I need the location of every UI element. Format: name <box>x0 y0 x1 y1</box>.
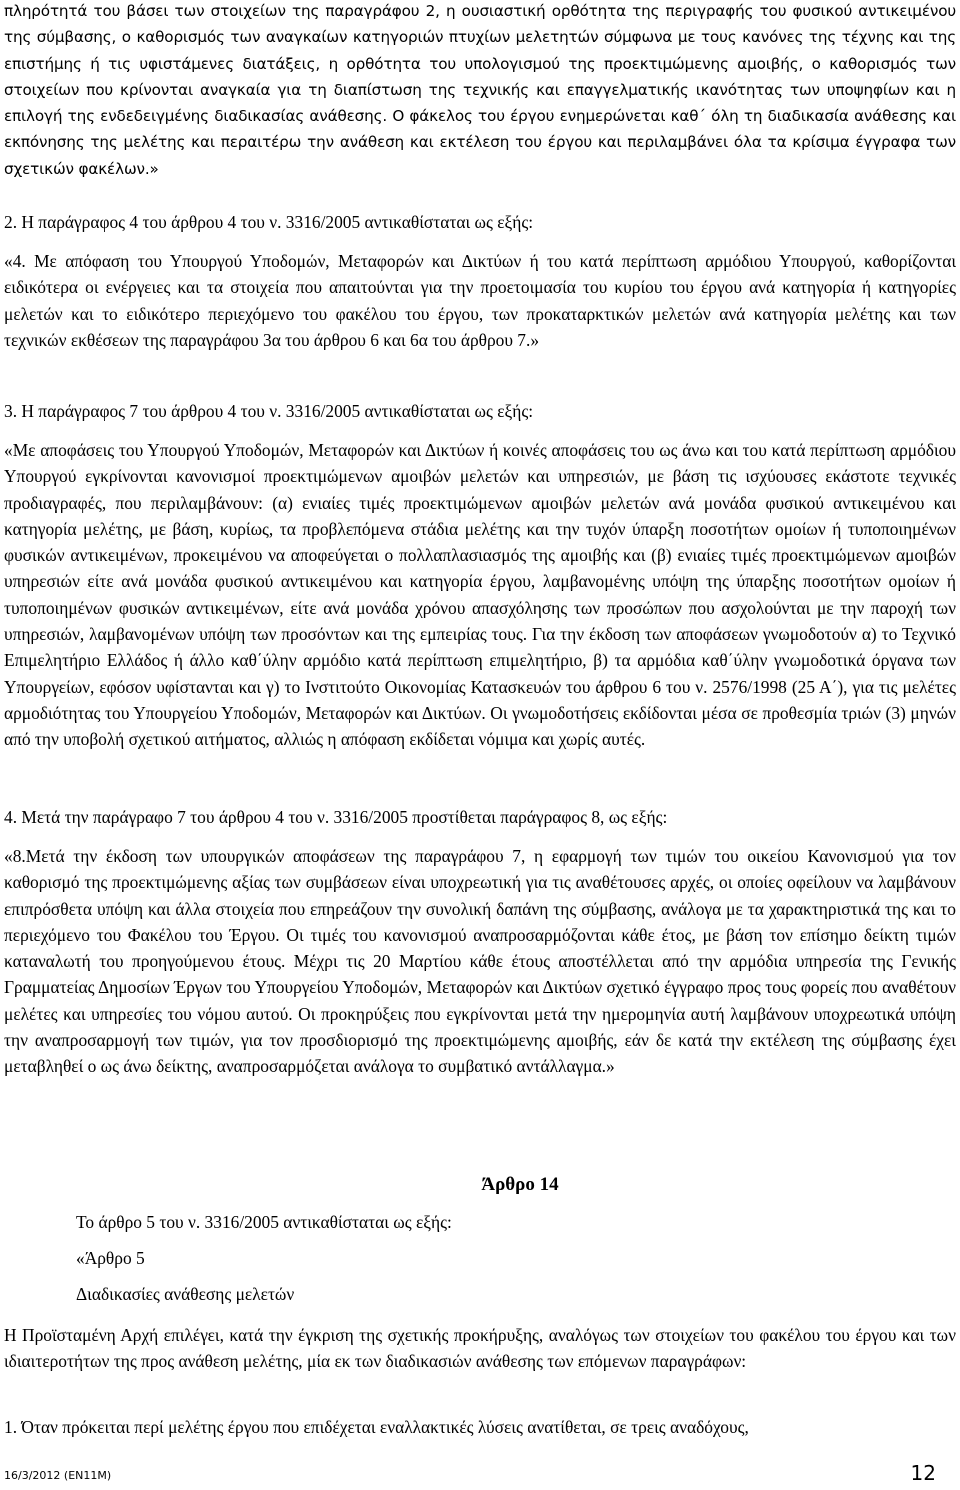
quoted-article-title: Διαδικασίες ανάθεσης μελετών <box>76 1284 295 1304</box>
quoted-article-number: «Άρθρο 5 <box>76 1248 145 1268</box>
item-2-title: 2. Η παράγραφος 4 του άρθρου 4 του ν. 3316/2005 αντικαθίσταται ως εξής: <box>4 212 534 232</box>
article-intro: Το άρθρο 5 του ν. 3316/2005 αντικαθίσταται ως εξής: <box>76 1212 452 1232</box>
article-heading: Άρθρο 14 <box>481 1174 559 1195</box>
item-2-text: «4. Με απόφαση του Υπουργού Υποδομών, Μεταφορών και Δικτύων ή του κατά περίπτωση αρμόδιου Υπουργού, καθορίζονται ειδικότερα οι ενέργειες και τα στοιχεία που απαιτούνται για την προετοιμασία του κυρίου του έργου ανά κατηγορία ή κατηγορίες μελετών και το ειδικότερο περιεχόμενο του φακέλου του έργου, των προκαταρκτικών μελετών ανά κατηγορία μελέτης και των τεχνικών εκθέσεων της παραγράφου 3α του άρθρου 6 και 6α του άρθρου 7.» <box>4 251 956 350</box>
item-4-title: 4. Μετά την παράγραφο 7 του άρθρου 4 του ν. 3316/2005 προστίθεται παράγραφος 8, ως εξής: <box>4 807 668 827</box>
item-4-text: «8.Μετά την έκδοση των υπουργικών αποφάσεων της παραγράφου 7, η εφαρμογή των τιμών του οικείου Κανονισμού για τον καθορισμό της προεκτιμώμενης αξίας των συμβάσεων είναι υποχρεωτική για τις αναθέτουσες αρχές, οι οποίες οφείλουν να λαμβάνουν επιπρόσθετα υπόψη και άλλα στοιχεία που επηρεάζουν την συνολική δαπάνη της σύμβασης, ανάλογα με τα χαρακτηριστικά της και το περιεχόμενο του Φακέλου του Έργου. Οι τιμές του κανονισμού αναπροσαρμόζονται κάθε έτος, με βάση τον επίσημο δείκτη τιμών καταναλωτή του προηγούμενου έτους. Μέχρι τις 20 Μαρτίου κάθε έτους αποστέλλεται από την αρμόδια υπηρεσία της Γενικής Γραμματείας Δημοσίων Έργων του Υπουργείου Υποδομών, Μεταφορών και Δικτύων σχετικό έγγραφο προς τους φορείς που αναθέτουν μελέτες και υπηρεσίες του νόμου αυτού. Οι προκηρύξεις που εγκρίνονται μετά την ημερομηνία αυτή λαμβάνουν υποχρεωτικά υπόψη την αναπροσαρμογή των τιμών, για τον προσδιορισμό της προεκτιμώμενης αμοιβής, εάν δε κατά την εκτέλεση της σύμβασης έχει μεταβληθεί ο ως άνω δείκτης, αναπροσαρμόζεται ανάλογα το συμβατικό αντάλλαγμα.» <box>4 846 956 1077</box>
footer-date-code: 16/3/2012 (EN11M) <box>4 1469 112 1482</box>
article-paragraph: Η Προϊσταμένη Αρχή επιλέγει, κατά την έγκριση της σχετικής προκήρυξης, αναλόγως των στοιχείων του φακέλου του έργου και των ιδιαιτεροτήτων της προς ανάθεση μελέτης, μία εκ των διαδικασιών ανάθεσης των επόμενων παραγράφων: <box>4 1325 956 1372</box>
article-item-1: 1. Όταν πρόκειται περί μελέτης έργου που επιδέχεται εναλλακτικές λύσεις ανατίθεται, σε τρεις αναδόχους, <box>4 1417 749 1437</box>
item-3-title: 3. Η παράγραφος 7 του άρθρου 4 του ν. 3316/2005 αντικαθίσταται ως εξής: <box>4 401 534 421</box>
paragraph-continuation: πληρότητά του βάσει των στοιχείων της παραγράφου 2, η ουσιαστική ορθότητα της περιγραφής του φυσικού αντικειμένου της σύμβασης, ο καθορισμός των αναγκαίων κατηγοριών πτυχίων μελετητών σύμφωνα με τους κανόνες της τέχνης και της επιστήμης ή τις υφιστάμενες διατάξεις, η ορθότητα του υπολογισμού της προεκτιμώμενης αμοιβής, ο καθορισμός των στοιχείων που κρίνονται αναγκαία για τη διαπίστωση της τεχνικής και επαγγελματικής ικανότητας των υποψηφίων και η επιλογή της ενδεδειγμένης διαδικασίας ανάθεσης. Ο φάκελος του έργου ενημερώνεται καθ΄ όλη τη διαδικασία ανάθεσης και εκπόνησης της μελέτης και περαιτέρω την ανάθεση και εκτέλεση του έργου και περιλαμβάνει όλα τα κρίσιμα έγγραφα των σχετικών φακέλων.» <box>4 2 956 178</box>
page-number: 12 <box>910 1461 936 1485</box>
item-3-text: «Με αποφάσεις του Υπουργού Υποδομών, Μεταφορών και Δικτύων ή κοινές αποφάσεις του ως άνω και του κατά περίπτωση αρμόδιου Υπουργού εγκρίνονται κανονισμοί προεκτιμώμενων αμοιβών μελετών και υπηρεσιών, με βάση τις ισχύουσες εκάστοτε τεχνικές προδιαγραφές, που περιλαμβάνουν: (α) ενιαίες τιμές προεκτιμώμενων αμοιβών μελετών ανά μονάδα φυσικού αντικειμένου και κατηγορία μελέτης, με βάση, κυρίως, τα προβλεπόμενα στάδια μελέτης και την τυχόν ύπαρξη ποσοτήτων ομοίων ή τυποποιημένων φυσικών αντικειμένων, προκειμένου να αποφεύγεται ο πολλαπλασιασμός της αμοιβής και (β) ενιαίες τιμές προεκτιμώμενων αμοιβών υπηρεσιών είτε ανά μονάδα φυσικού αντικειμένου και κατηγορία έργου, λαμβανομένης υπόψη της ύπαρξης ποσοτήτων ομοίων ή τυποποιημένων φυσικών αντικειμένων, είτε ανά μονάδα χρόνου απασχόλησης των προσώπων που ασχολούνται με την παροχή των υπηρεσιών, λαμβανομένων υπόψη των προσόντων και της εμπειρίας τους. Για την έκδοση των αποφάσεων γνωμοδοτούν α) το Τεχνικό Επιμελητήριο Ελλάδος ή άλλο καθ΄ύλην αρμόδιο κατά περίπτωση επιμελητήριο, β) τα αρμόδια καθ΄ύλην γνωμοδοτικά όργανα των Υπουργείων, εφόσον υφίστανται και γ) το Ινστιτούτο Οικονομίας Κατασκευών του άρθρου 6 του ν. 2576/1998 (25 Α΄), για τις μελέτες αρμοδιότητας του Υπουργείου Υποδομών, Μεταφορών και Δικτύων. Οι γνωμοδοτήσεις εκδίδονται μέσα σε προθεσμία τριών (3) μηνών από την υποβολή σχετικού αιτήματος, αλλιώς η απόφαση εκδίδεται νόμιμα και χωρίς αυτές. <box>4 440 956 750</box>
